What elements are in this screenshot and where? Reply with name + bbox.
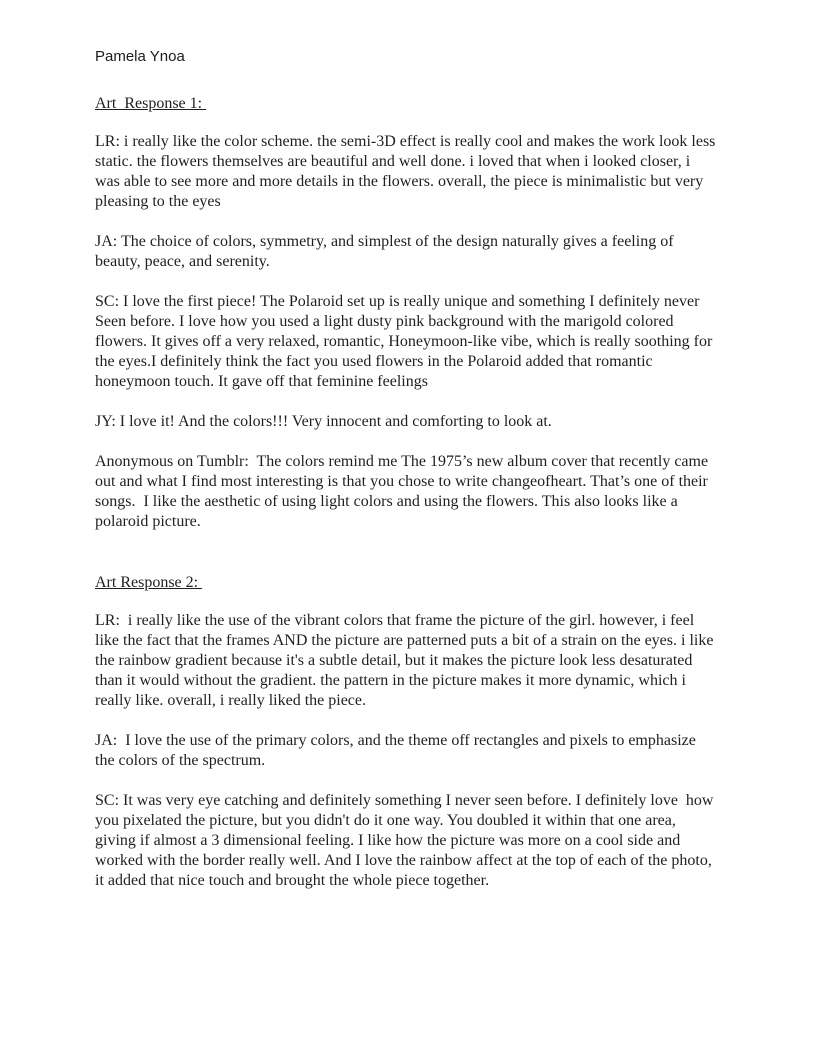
author-name: Pamela Ynoa (95, 48, 185, 65)
response-paragraph-lr-1: LR: i really like the color scheme. the semi-3D effect is really cool and makes the work look less static. the flowers themselves are beautiful and well done. i loved that when i looked closer, i was able to see more and more details in the flowers. overall, the piece is minimalistic but very pleasing to the eyes (95, 133, 720, 210)
response-paragraph-lr-2: LR: i really like the use of the vibrant colors that frame the picture of the girl. however, i feel like the fact that the frames AND the picture are patterned puts a bit of a strain on the eyes. i like the rainbow gradient because it's a subtle detail, but it makes the picture look less desaturated than it would without the gradient. the pattern in the picture makes it more dynamic, which i really like. overall, i really liked the piece. (95, 612, 718, 709)
section-1-heading: Art Response 1: (95, 95, 207, 112)
response-paragraph-sc-1: SC: I love the first piece! The Polaroid set up is really unique and something I definitely never Seen before. I love how you used a light dusty pink background with the marigold colored flowers. It gives off a very relaxed, romantic, Honeymoon-like vibe, which is really soothing for the eyes.I definitely think the fact you used flowers in the Polaroid added that romantic honeymoon touch. It gave off that feminine feelings (95, 293, 717, 390)
response-paragraph-anonymous-tumblr: Anonymous on Tumblr: The colors remind me The 1975’s new album cover that recently came out and what I find most interesting is that you chose to write changeofheart. That’s one of their songs. I like the aesthetic of using light colors and using the flowers. This also looks like a polaroid picture. (95, 453, 713, 530)
response-paragraph-jy-1: JY: I love it! And the colors!!! Very innocent and comforting to look at. (95, 413, 552, 430)
response-paragraph-ja-1: JA: The choice of colors, symmetry, and simplest of the design naturally gives a feeling of beauty, peace, and serenity. (95, 233, 678, 270)
response-paragraph-sc-2: SC: It was very eye catching and definitely something I never seen before. I definitely love how you pixelated the picture, but you didn't do it one way. You doubled it within that one area, giving if almost a 3 dimensional feeling. I like how the picture was more on a cool side and worked with the border really well. And I love the rainbow affect at the top of each of the photo, it added that nice touch and brought the whole piece together. (95, 792, 718, 889)
response-paragraph-ja-2: JA: I love the use of the primary colors, and the theme off rectangles and pixels to emphasize the colors of the spectrum. (95, 732, 700, 769)
section-2-heading: Art Response 2: (95, 574, 203, 591)
